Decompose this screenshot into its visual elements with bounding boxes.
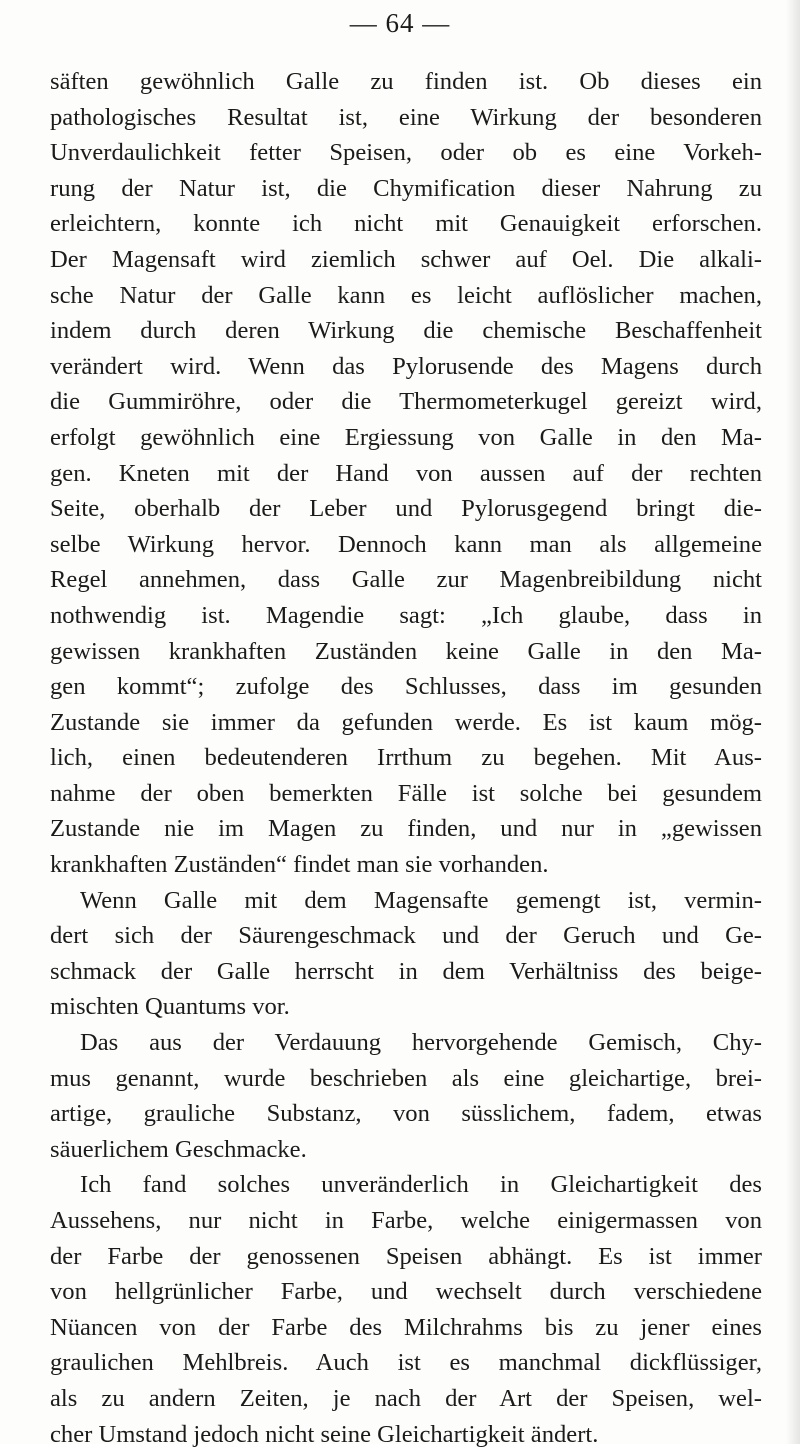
text-line: rung der Natur ist, die Chymification dieser Nahrung zu — [50, 174, 762, 202]
text-line: schmack der Galle herrscht in dem Verhältniss des beige- — [50, 957, 762, 985]
text-line: graulichen Mehlbreis. Auch ist es manchmal dickflüssiger, — [50, 1349, 762, 1377]
text-line: Zustande nie im Magen zu finden, und nur in „gewissen — [50, 815, 762, 843]
text-line: die Gummiröhre, oder die Thermometerkugel gereizt wird, — [50, 388, 762, 416]
text-line: der Farbe der genossenen Speisen abhängt. Es ist immer — [50, 1242, 762, 1270]
text-line: von hellgrünlicher Farbe, und wechselt durch verschiedene — [50, 1278, 762, 1306]
text-line: verändert wird. Wenn das Pylorusende des Magens durch — [50, 352, 762, 380]
text-line: gen kommt“; zufolge des Schlusses, dass im gesunden — [50, 673, 762, 701]
text-line: mus genannt, wurde beschrieben als eine gleichartige, brei- — [50, 1064, 762, 1092]
text-line: krankhaften Zuständen“ findet man sie vorhanden. — [50, 851, 549, 879]
text-line: pathologisches Resultat ist, eine Wirkung der besonderen — [50, 103, 762, 131]
page-number: — 64 — — [349, 8, 451, 38]
text-line: cher Umstand jedoch nicht seine Gleichartigkeit ändert. — [50, 1420, 599, 1448]
text-line: gen. Kneten mit der Hand von aussen auf der rechten — [50, 459, 762, 487]
text-line: säften gewöhnlich Galle zu finden ist. Ob dieses ein — [50, 68, 762, 95]
text-line: indem durch deren Wirkung die chemische Beschaffenheit — [50, 317, 762, 345]
text-line: nothwendig ist. Magendie sagt: „Ich glaube, dass in — [50, 601, 762, 629]
text-line: Der Magensaft wird ziemlich schwer auf Oel. Die alkali- — [50, 245, 762, 273]
text-line: Das aus der Verdauung hervorgehende Gemisch, Chy- — [80, 1029, 762, 1057]
text-line: Seite, oberhalb der Leber und Pylorusgegend bringt die- — [50, 495, 762, 523]
page-edge-shadow — [786, 0, 800, 1444]
text-line: gewissen krankhaften Zuständen keine Galle in den Ma- — [50, 637, 762, 665]
text-line: erleichtern, konnte ich nicht mit Genauigkeit erforschen. — [50, 210, 762, 238]
text-line: Aussehens, nur nicht in Farbe, welche einigermassen von — [50, 1207, 762, 1234]
text-line: Regel annehmen, dass Galle zur Magenbreibildung nicht — [50, 566, 762, 594]
text-line: säuerlichem Geschmacke. — [50, 1135, 307, 1163]
text-line: sche Natur der Galle kann es leicht auflöslicher machen, — [50, 281, 762, 309]
text-line: mischten Quantums vor. — [50, 993, 290, 1021]
text-line: Wenn Galle mit dem Magensafte gemengt ist, vermin- — [80, 886, 762, 914]
text-line: Unverdaulichkeit fetter Speisen, oder ob es eine Vorkeh- — [50, 139, 762, 167]
text-line: artige, grauliche Substanz, von süsslichem, fadem, etwas — [50, 1100, 762, 1128]
text-line: Ich fand solches unveränderlich in Gleichartigkeit des — [80, 1171, 762, 1199]
text-line: erfolgt gewöhnlich eine Ergiessung von Galle in den Ma- — [50, 423, 762, 451]
text-line: Zustande sie immer da gefunden werde. Es ist kaum mög- — [50, 708, 762, 736]
text-line: Nüancen von der Farbe des Milchrahms bis zu jener eines — [50, 1313, 762, 1341]
text-line: nahme der oben bemerkten Fälle ist solche bei gesundem — [50, 779, 762, 807]
text-line: als zu andern Zeiten, je nach der Art der Speisen, wel- — [50, 1384, 762, 1412]
body-text — [50, 64, 762, 1452]
text-line: lich, einen bedeutenderen Irrthum zu begehen. Mit Aus- — [50, 744, 762, 772]
text-line: dert sich der Säurengeschmack und der Geruch und Ge- — [50, 922, 762, 950]
text-line: selbe Wirkung hervor. Dennoch kann man als allgemeine — [50, 530, 762, 558]
